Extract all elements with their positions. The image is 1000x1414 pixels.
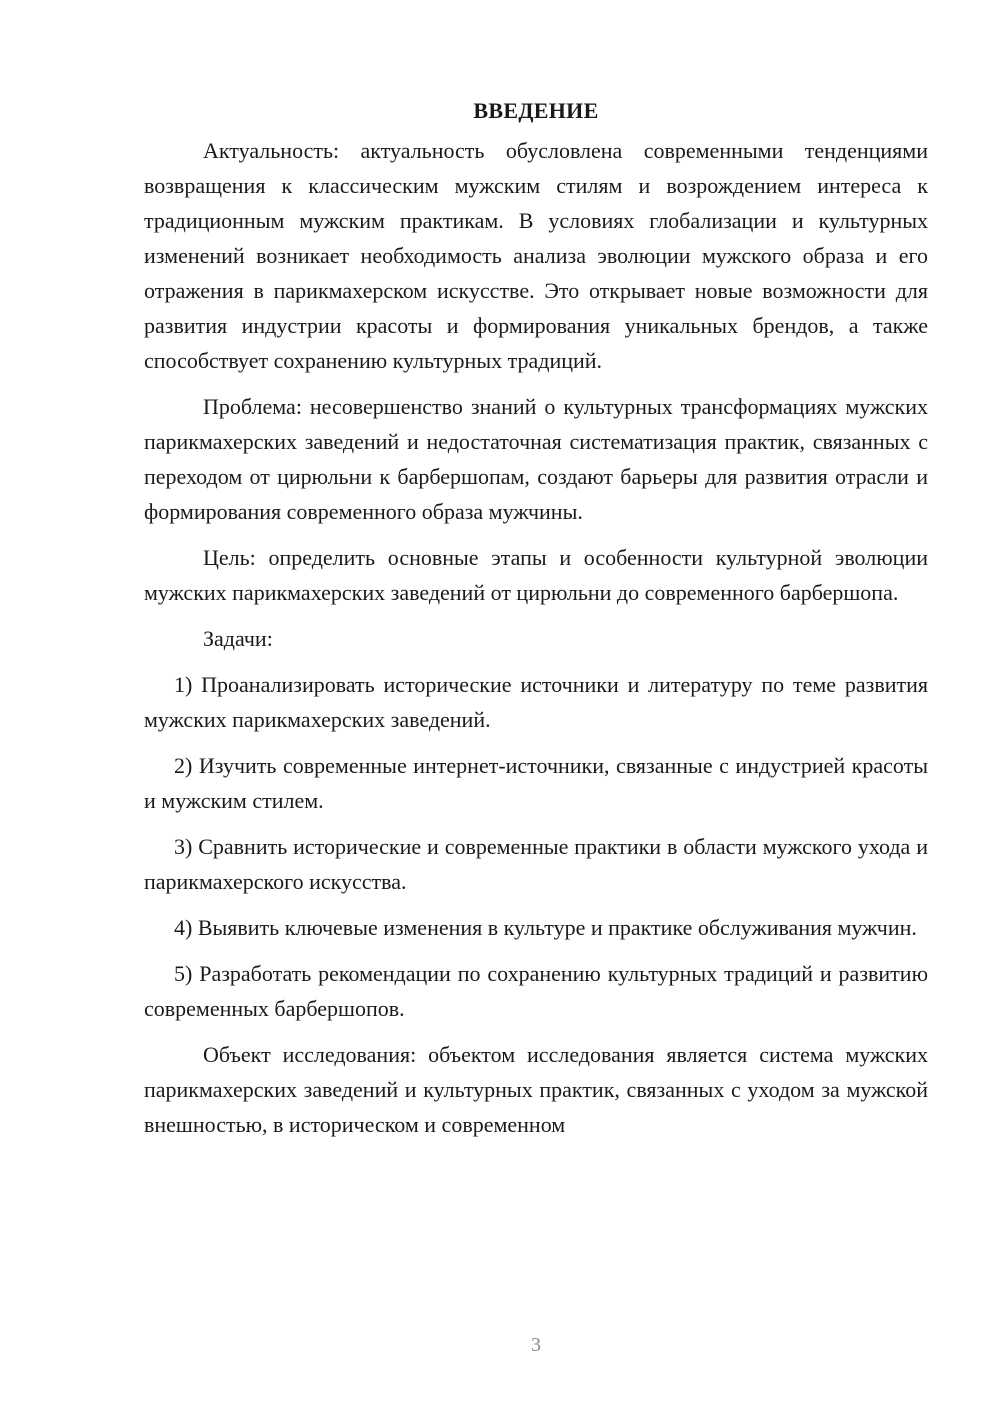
- section-heading: ВВЕДЕНИЕ: [473, 98, 599, 123]
- page-content: [144, 95, 928, 1153]
- tasks-heading: Задачи:: [203, 626, 273, 651]
- problem-paragraph: Проблема: несовершенство знаний о культурных трансформациях мужских парикмахерских заведений и недостаточная систематизация практик, связанных с переходом от цирюльни к барбершопам, создают барьеры для развития отрасли и формирования современного образа мужчины.: [144, 394, 928, 524]
- goal-paragraph: Цель: определить основные этапы и особенности культурной эволюции мужских парикмахерских заведений от цирюльни до современного барбершопа.: [144, 545, 928, 605]
- relevance-paragraph: Актуальность: актуальность обусловлена современными тенденциями возвращения к классическим мужским стилям и возрождением интереса к традиционным мужским практикам. В условиях глобализации и культурных изменений возникает необходимость анализа эволюции мужского образа и его отражения в парикмахерском искусстве. Это открывает новые возможности для развития индустрии красоты и формирования уникальных брендов, а также способствует сохранению культурных традиций.: [144, 138, 928, 373]
- page-number: 3: [531, 1334, 541, 1356]
- task-item-4: 4) Выявить ключевые изменения в культуре и практике обслуживания мужчин.: [174, 915, 917, 940]
- task-item-1: 1) Проанализировать исторические источники и литературу по теме развития мужских парикмахерских заведений.: [144, 672, 928, 732]
- object-paragraph: Объект исследования: объектом исследования является система мужских парикмахерских заведений и культурных практик, связанных с уходом за мужской внешностью, в историческом и современном: [144, 1042, 928, 1137]
- task-item-5: 5) Разработать рекомендации по сохранению культурных традиций и развитию современных барбершопов.: [144, 961, 928, 1021]
- task-item-2: 2) Изучить современные интернет-источники, связанные с индустрией красоты и мужским стилем.: [144, 753, 928, 813]
- task-item-3: 3) Сравнить исторические и современные практики в области мужского ухода и парикмахерского искусства.: [144, 834, 928, 894]
